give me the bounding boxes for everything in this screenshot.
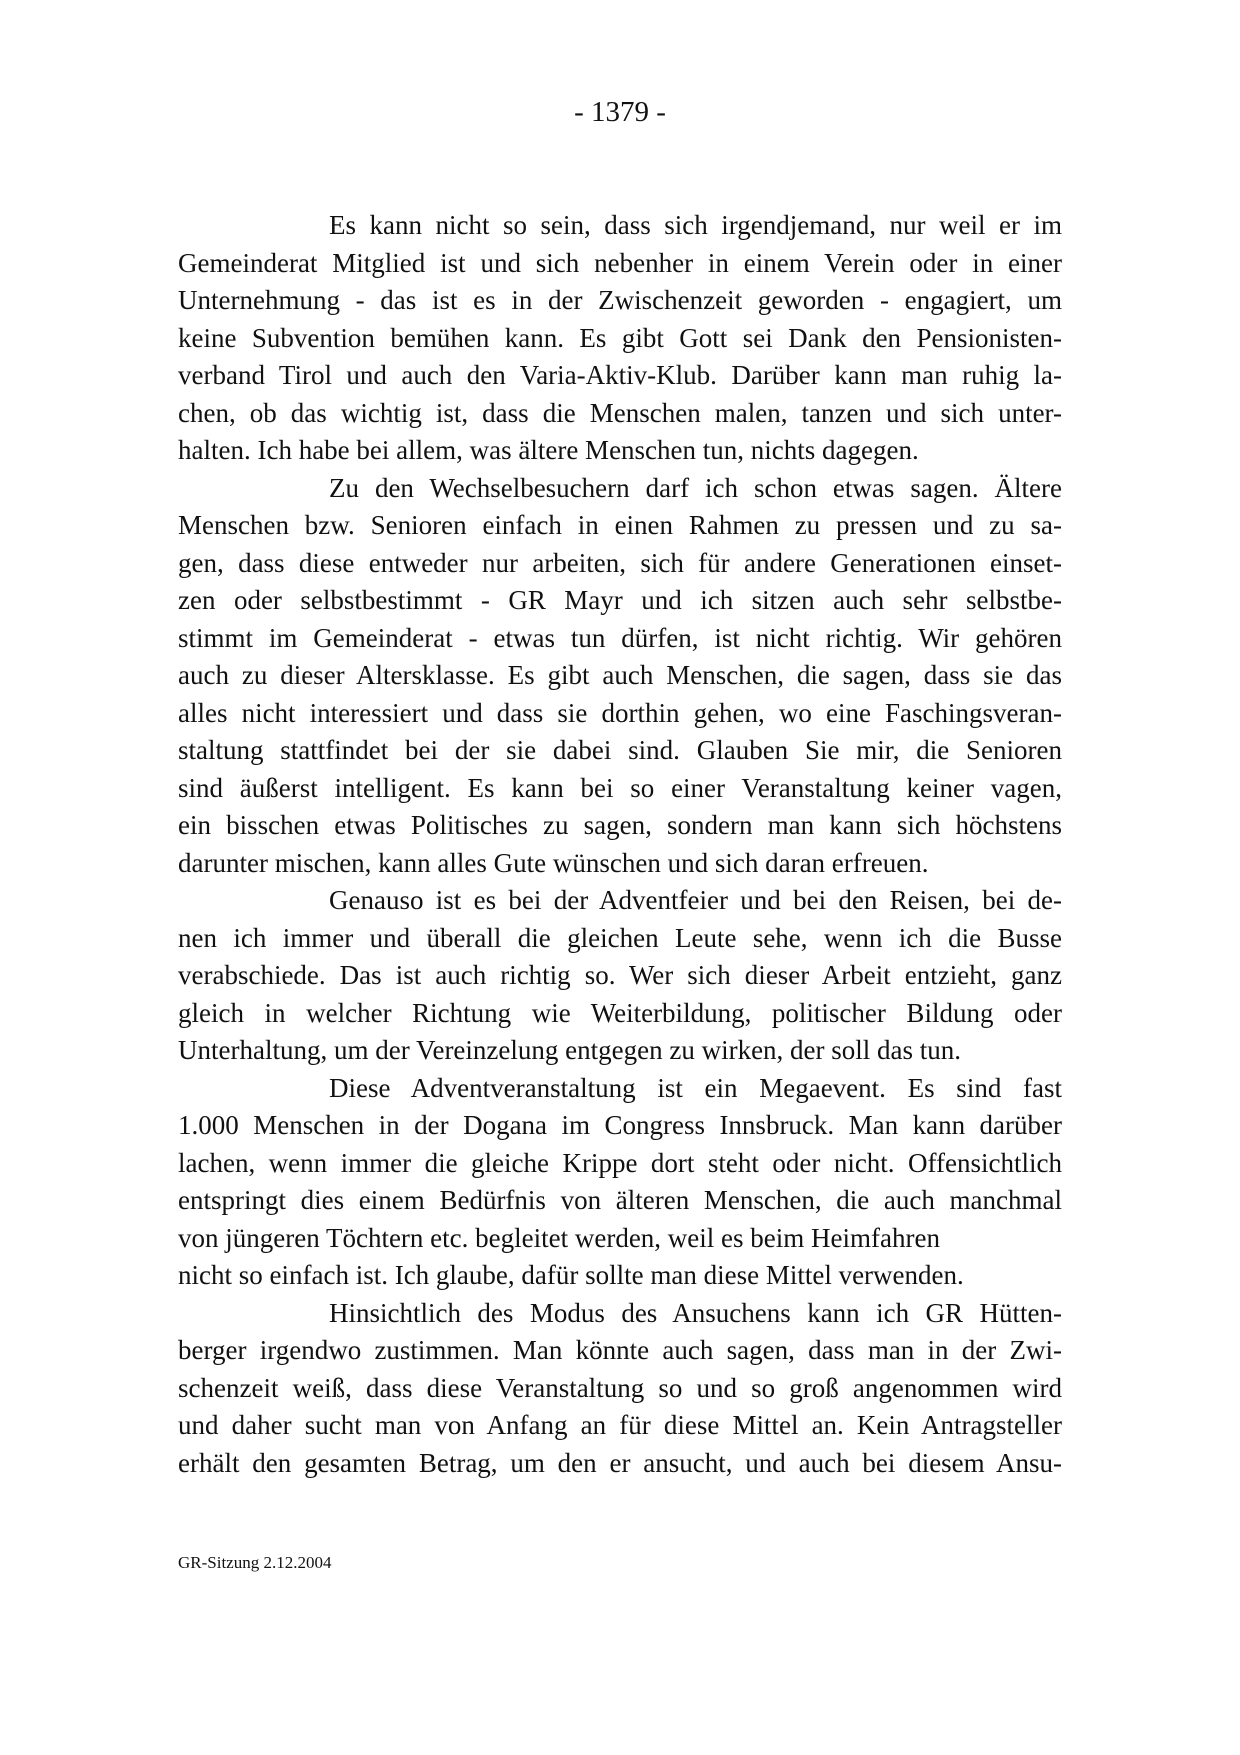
- text-line: Gemeinderat Mitglied ist und sich nebenher in einem Verein oder in einer: [178, 247, 1062, 278]
- text-line: gen, dass diese entweder nur arbeiten, sich für andere Generationen einset-: [178, 547, 1062, 578]
- text-line: stimmt im Gemeinderat - etwas tun dürfen, ist nicht richtig. Wir gehören: [178, 622, 1062, 653]
- document-body: [178, 207, 1062, 1482]
- paragraph-3: [178, 882, 1062, 1070]
- text-line: halten. Ich habe bei allem, was ältere Menschen tun, nichts dagegen.: [178, 435, 919, 465]
- text-line: Unternehmung - das ist es in der Zwischenzeit geworden - engagiert, um: [178, 285, 1062, 315]
- text-line: berger irgendwo zustimmen. Man könnte auch sagen, dass man in der Zwi-: [178, 1335, 1062, 1365]
- text-line: Hinsichtlich des Modus des Ansuchens kann ich GR Hütten-: [329, 1297, 1062, 1328]
- text-line: schenzeit weiß, dass diese Veranstaltung so und so groß angenommen wird: [178, 1372, 1062, 1403]
- text-line: entspringt dies einem Bedürfnis von älteren Menschen, die auch manchmal: [178, 1185, 1062, 1215]
- text-line: keine Subvention bemühen kann. Es gibt Gott sei Dank den Pensionisten-: [178, 322, 1062, 353]
- paragraph-1: [178, 207, 1062, 470]
- text-line: lachen, wenn immer die gleiche Krippe dort steht oder nicht. Offensichtlich: [178, 1147, 1062, 1178]
- footer-session-date: GR-Sitzung 2.12.2004: [178, 1553, 332, 1572]
- text-line: nen ich immer und überall die gleichen Leute sehe, wenn ich die Busse: [178, 922, 1062, 953]
- text-line: erhält den gesamten Betrag, um den er ansucht, und auch bei diesem Ansu-: [178, 1447, 1062, 1478]
- text-line: gleich in welcher Richtung wie Weiterbildung, politischer Bildung oder: [178, 997, 1062, 1028]
- text-line: ein bisschen etwas Politisches zu sagen, sondern man kann sich höchstens: [178, 810, 1062, 840]
- text-line: zen oder selbstbestimmt - GR Mayr und ich sitzen auch sehr selbstbe-: [178, 585, 1062, 615]
- text-line: verband Tirol und auch den Varia-Aktiv-Klub. Darüber kann man ruhig la-: [178, 360, 1062, 390]
- text-line: und daher sucht man von Anfang an für diese Mittel an. Kein Antragsteller: [178, 1410, 1062, 1440]
- text-line: 1.000 Menschen in der Dogana im Congress Innsbruck. Man kann darüber: [178, 1110, 1062, 1140]
- text-line: verabschiede. Das ist auch richtig so. Wer sich dieser Arbeit entzieht, ganz: [178, 960, 1062, 990]
- page-number: - 1379 -: [574, 96, 666, 128]
- text-line: Diese Adventveranstaltung ist ein Megaevent. Es sind fast: [329, 1072, 1062, 1103]
- paragraph-4: [178, 1070, 1062, 1295]
- text-line: von jüngeren Töchtern etc. begleitet werden, weil es beim Heimfahren: [178, 1222, 940, 1253]
- text-line: Genauso ist es bei der Adventfeier und bei den Reisen, bei de-: [329, 885, 1062, 915]
- text-line: auch zu dieser Altersklasse. Es gibt auch Menschen, die sagen, dass sie das: [178, 660, 1062, 690]
- text-line: staltung stattfindet bei der sie dabei sind. Glauben Sie mir, die Senioren: [178, 735, 1062, 765]
- paragraph-2: [178, 470, 1062, 883]
- text-line: sind äußerst intelligent. Es kann bei so einer Veranstaltung keiner vagen,: [178, 772, 1062, 803]
- text-line: darunter mischen, kann alles Gute wünschen und sich daran erfreuen.: [178, 847, 929, 878]
- paragraph-5: [178, 1295, 1062, 1483]
- text-line: Unterhaltung, um der Vereinzelung entgegen zu wirken, der soll das tun.: [178, 1035, 962, 1065]
- text-line: Zu den Wechselbesuchern darf ich schon etwas sagen. Ältere: [329, 472, 1062, 503]
- text-line: chen, ob das wichtig ist, dass die Menschen malen, tanzen und sich unter-: [178, 397, 1062, 428]
- text-line: alles nicht interessiert und dass sie dorthin gehen, wo eine Faschingsveran-: [178, 697, 1062, 728]
- text-line: nicht so einfach ist. Ich glaube, dafür sollte man diese Mittel verwenden.: [178, 1260, 964, 1290]
- text-line: Es kann nicht so sein, dass sich irgendjemand, nur weil er im: [329, 210, 1062, 240]
- text-line: Menschen bzw. Senioren einfach in einen Rahmen zu pressen und zu sa-: [178, 510, 1062, 540]
